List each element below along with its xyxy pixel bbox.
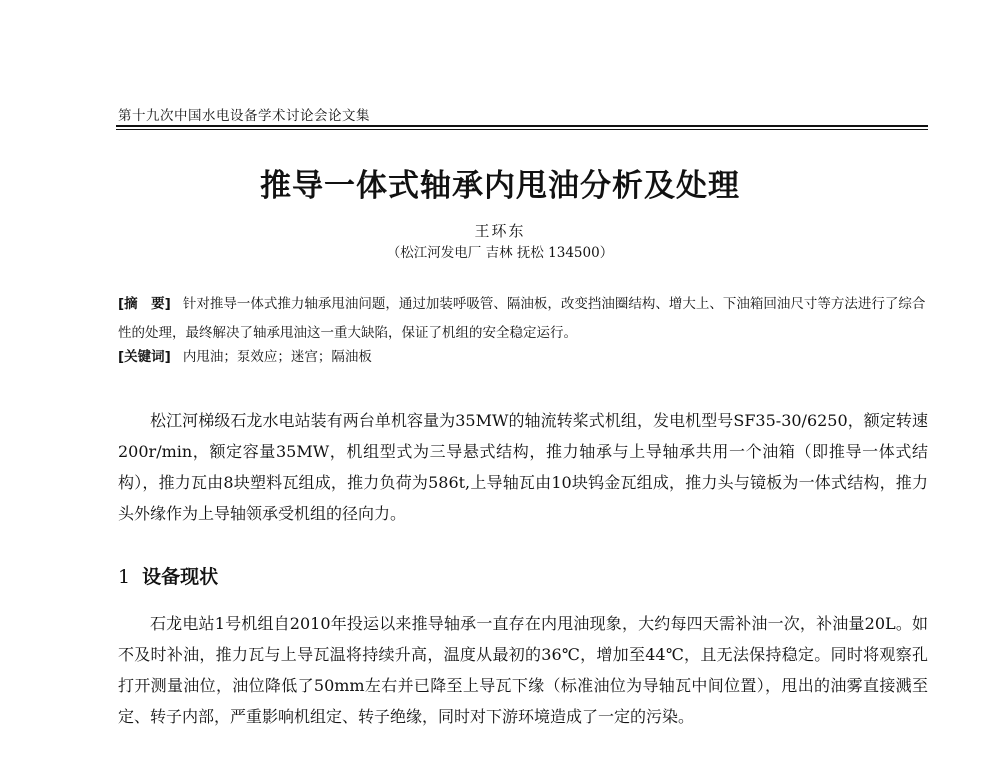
author-affiliation: （松江河发电厂 吉林 抚松 134500）: [386, 245, 614, 261]
keywords-text: 内甩油；泵效应；迷宫；隔油板: [182, 349, 372, 365]
abstract-text: 针对推导一体式推力轴承甩油问题，通过加装呼吸管、隔油板，改变挡油圈结构、增大上、下油箱回油尺寸等方法进行了综合性的处理，最终解决了轴承甩油这一重大缺陷，保证了机组的安全稳定运行。: [118, 296, 926, 341]
abstract: [118, 290, 928, 348]
section-heading: [118, 562, 218, 589]
author-name: 王环东: [474, 222, 526, 240]
paper-title: 推导一体式轴承内甩油分析及处理: [260, 168, 740, 204]
abstract-label: [摘 要]: [118, 296, 171, 312]
keywords: [118, 345, 928, 369]
header-rule-thin: [116, 129, 928, 130]
section-title: 设备现状: [142, 566, 219, 588]
running-header: 第十九次中国水电设备学术讨论会论文集: [118, 108, 370, 124]
section-paragraph: 石龙电站1号机组自2010年投运以来推导轴承一直存在内甩油现象，大约每四天需补油一次，补油量20L。如不及时补油，推力瓦与上导瓦温将持续升高，温度从最初的36℃，增加至44℃，且无法保持稳定。同时将观察孔打开测量油位，油位降低了50mm左右并已降至上导瓦下缘（标准油位为导轴瓦中间位置），甩出的油雾直接溅至定、转子内部，严重影响机组定、转子绝缘，同时对下游环境造成了一定的污染。: [118, 614, 928, 726]
header-rule-thick: [116, 125, 928, 127]
section-number: 1: [118, 566, 131, 588]
keywords-label: [关键词]: [118, 349, 171, 365]
intro-paragraph: 松江河梯级石龙水电站装有两台单机容量为35MW的轴流转桨式机组，发电机型号SF35-30/6250，额定转速200r/min，额定容量35MW，机组型式为三导悬式结构，推力轴承与上导轴承共用一个油箱（即推导一体式结构），推力瓦由8块塑料瓦组成，推力负荷为586t,上导轴瓦由10块钨金瓦组成，推力头与镜板为一体式结构，推力头外缘作为上导轴领承受机组的径向力。: [118, 411, 928, 523]
